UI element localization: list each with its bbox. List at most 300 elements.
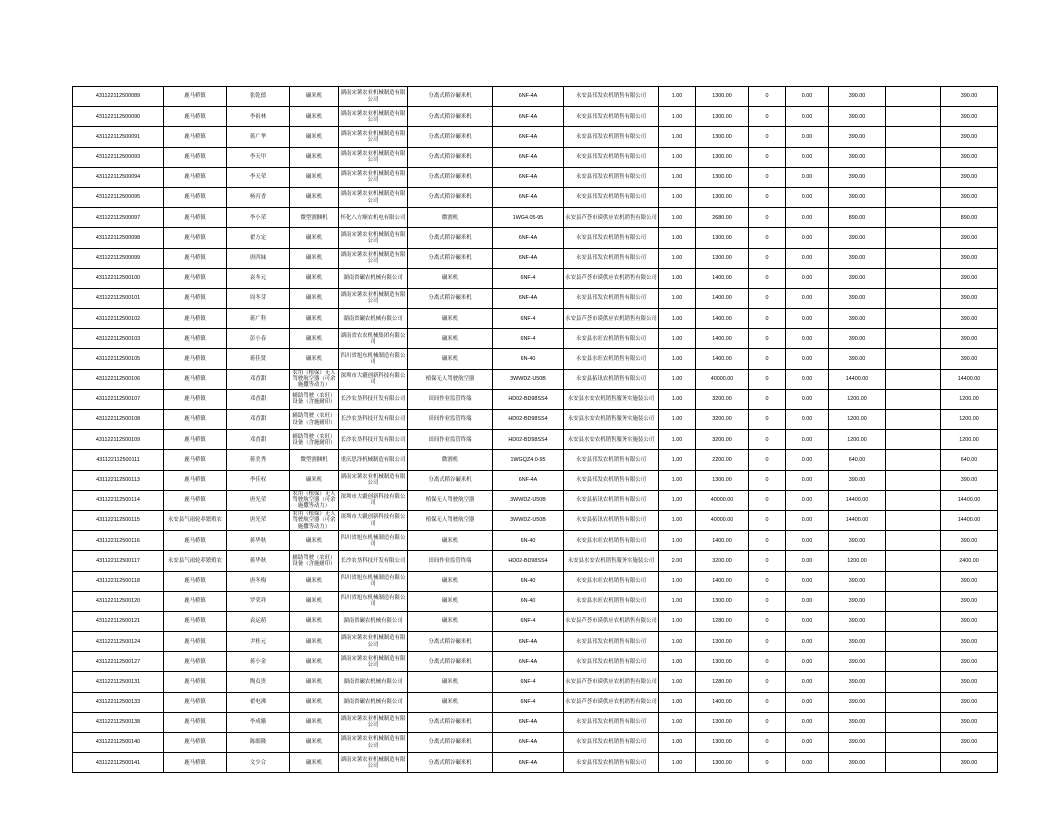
cell-name: 蒋小金	[227, 652, 290, 672]
cell-total-subsidy: 1200.00	[941, 410, 998, 430]
cell-town: 鹿马桥镇	[164, 672, 227, 692]
table-row	[73, 389, 998, 409]
cell-manufacturer: 深圳市大疆创新科技有限公司	[339, 369, 408, 389]
cell-manufacturer: 长沙农垦科技开发有限公司	[339, 430, 408, 450]
cell-name: 文少合	[227, 753, 290, 773]
table-row	[73, 208, 998, 228]
cell-quantity: 1.00	[659, 369, 696, 389]
cell-manufacturer: 湖南省碾农机械有限公司	[339, 692, 408, 712]
cell-model: HD02-BD98SS4	[493, 551, 564, 571]
cell-dealer: 永安县邗发农机销售有限公司	[564, 652, 659, 672]
cell-category: 碾米机	[290, 228, 339, 248]
cell-province-subsidy	[886, 208, 941, 228]
cell-used: 0	[749, 389, 786, 409]
cell-category: 碾米机	[290, 712, 339, 732]
cell-price: 40000.00	[696, 510, 749, 530]
cell-other: 0.00	[786, 450, 829, 470]
cell-id: 431122112500101	[73, 288, 164, 308]
table-row	[73, 733, 998, 753]
cell-central-subsidy: 390.00	[829, 753, 886, 773]
cell-category: 碾米机	[290, 127, 339, 147]
cell-manufacturer: 深圳市大疆创新科技有限公司	[339, 490, 408, 510]
cell-used: 0	[749, 733, 786, 753]
cell-product: 微割机	[408, 450, 493, 470]
cell-model: 6NF-4	[493, 611, 564, 631]
cell-name: 尹桂元	[227, 632, 290, 652]
cell-id: 431122112500100	[73, 268, 164, 288]
cell-manufacturer: 湖南省农农机械集团有限公司	[339, 329, 408, 349]
cell-category: 碾米机	[290, 571, 339, 591]
cell-name: 邓香甜	[227, 369, 290, 389]
cell-used: 0	[749, 410, 786, 430]
cell-other: 0.00	[786, 389, 829, 409]
cell-model: 6N-40	[493, 591, 564, 611]
cell-total-subsidy: 390.00	[941, 87, 998, 107]
cell-other: 0.00	[786, 611, 829, 631]
cell-province-subsidy	[886, 470, 941, 490]
cell-id: 431122112500117	[73, 551, 164, 571]
cell-central-subsidy: 14400.00	[829, 369, 886, 389]
cell-category: 碾米机	[290, 167, 339, 187]
cell-used: 0	[749, 470, 786, 490]
cell-product: 分离式稻谷碾米机	[408, 733, 493, 753]
cell-town: 鹿马桥镇	[164, 329, 227, 349]
cell-manufacturer: 湖南宋薯农业机械制造有限公司	[339, 107, 408, 127]
cell-total-subsidy: 390.00	[941, 228, 998, 248]
cell-price: 1400.00	[696, 531, 749, 551]
cell-province-subsidy	[886, 430, 941, 450]
cell-dealer: 永安县邗发农机销售有限公司	[564, 187, 659, 207]
cell-quantity: 1.00	[659, 450, 696, 470]
cell-id: 431122112500090	[73, 107, 164, 127]
cell-model: 6NF-4A	[493, 248, 564, 268]
cell-quantity: 1.00	[659, 430, 696, 450]
cell-other: 0.00	[786, 147, 829, 167]
cell-price: 1300.00	[696, 652, 749, 672]
cell-used: 0	[749, 450, 786, 470]
cell-used: 0	[749, 147, 786, 167]
cell-quantity: 1.00	[659, 288, 696, 308]
cell-product: 分离式稻谷碾米机	[408, 248, 493, 268]
cell-manufacturer: 四川省旭东机械制造有限公司	[339, 591, 408, 611]
cell-province-subsidy	[886, 248, 941, 268]
cell-dealer: 永安县水安农机销售服务实施装公司	[564, 430, 659, 450]
cell-central-subsidy: 390.00	[829, 611, 886, 631]
cell-manufacturer: 湖南省碾农机械有限公司	[339, 611, 408, 631]
cell-name: 李成娥	[227, 712, 290, 732]
cell-manufacturer: 长沙农垦科技开发有限公司	[339, 410, 408, 430]
cell-used: 0	[749, 349, 786, 369]
table-row	[73, 470, 998, 490]
table-row	[73, 672, 998, 692]
cell-province-subsidy	[886, 87, 941, 107]
cell-total-subsidy: 390.00	[941, 712, 998, 732]
cell-province-subsidy	[886, 692, 941, 712]
cell-quantity: 1.00	[659, 329, 696, 349]
cell-name: 唐四妹	[227, 248, 290, 268]
cell-province-subsidy	[886, 652, 941, 672]
cell-quantity: 1.00	[659, 187, 696, 207]
cell-price: 1400.00	[696, 349, 749, 369]
cell-town: 鹿马桥镇	[164, 753, 227, 773]
cell-quantity: 1.00	[659, 107, 696, 127]
cell-town: 鹿马桥镇	[164, 369, 227, 389]
cell-id: 431122112500093	[73, 147, 164, 167]
cell-quantity: 2.00	[659, 551, 696, 571]
cell-quantity: 1.00	[659, 571, 696, 591]
table-row	[73, 349, 998, 369]
cell-quantity: 1.00	[659, 208, 696, 228]
cell-name: 蒋广科	[227, 309, 290, 329]
cell-price: 2200.00	[696, 450, 749, 470]
cell-id: 431122112500120	[73, 591, 164, 611]
cell-id: 431122112500097	[73, 208, 164, 228]
cell-product: 分离式稻谷碾米机	[408, 87, 493, 107]
cell-town: 永安县气雨轮养繁殖农	[164, 510, 227, 530]
cell-manufacturer: 湖南省碾农机械有限公司	[339, 309, 408, 329]
cell-manufacturer: 湖南宋薯农业机械制造有限公司	[339, 147, 408, 167]
cell-central-subsidy: 640.00	[829, 450, 886, 470]
cell-other: 0.00	[786, 470, 829, 490]
cell-central-subsidy: 390.00	[829, 470, 886, 490]
cell-product: 分离式稻谷碾米机	[408, 187, 493, 207]
cell-manufacturer: 湖南宋薯农业机械制造有限公司	[339, 127, 408, 147]
cell-category: 碾米机	[290, 187, 339, 207]
cell-used: 0	[749, 692, 786, 712]
cell-total-subsidy: 390.00	[941, 167, 998, 187]
subsidy-table-container	[72, 86, 984, 773]
cell-quantity: 1.00	[659, 349, 696, 369]
cell-town: 鹿马桥镇	[164, 187, 227, 207]
cell-quantity: 1.00	[659, 733, 696, 753]
cell-central-subsidy: 1200.00	[829, 389, 886, 409]
cell-category: 碾米机	[290, 87, 339, 107]
table-row	[73, 490, 998, 510]
cell-dealer: 永安县邗发农机销售有限公司	[564, 228, 659, 248]
cell-id: 431122112500133	[73, 692, 164, 712]
cell-product: 分离式稻谷碾米机	[408, 288, 493, 308]
cell-price: 1300.00	[696, 228, 749, 248]
cell-total-subsidy: 390.00	[941, 571, 998, 591]
table-row	[73, 410, 998, 430]
cell-province-subsidy	[886, 712, 941, 732]
cell-quantity: 1.00	[659, 490, 696, 510]
cell-product: 分离式稻谷碾米机	[408, 753, 493, 773]
cell-dealer: 永安县邗发农机销售有限公司	[564, 127, 659, 147]
cell-total-subsidy: 390.00	[941, 692, 998, 712]
cell-province-subsidy	[886, 410, 941, 430]
cell-manufacturer: 湖南宋薯农业机械制造有限公司	[339, 187, 408, 207]
cell-dealer: 永安县芦荟市谟供应农机销售有限公司	[564, 309, 659, 329]
cell-price: 1300.00	[696, 127, 749, 147]
cell-name: 唐冬梅	[227, 571, 290, 591]
cell-total-subsidy: 390.00	[941, 349, 998, 369]
cell-price: 3200.00	[696, 430, 749, 450]
cell-name: 袁冬元	[227, 268, 290, 288]
cell-manufacturer: 湖南宋薯农业机械制造有限公司	[339, 632, 408, 652]
cell-model: 1WGQZ4.0-95	[493, 450, 564, 470]
cell-central-subsidy: 390.00	[829, 672, 886, 692]
cell-total-subsidy: 390.00	[941, 753, 998, 773]
cell-other: 0.00	[786, 248, 829, 268]
table-row	[73, 107, 998, 127]
cell-product: 碾米机	[408, 611, 493, 631]
cell-price: 1400.00	[696, 329, 749, 349]
cell-province-subsidy	[886, 127, 941, 147]
cell-dealer: 永安县邗发农机销售有限公司	[564, 107, 659, 127]
table-row	[73, 369, 998, 389]
cell-price: 40000.00	[696, 369, 749, 389]
cell-category: 辅助驾驶（农旺）设备（含施耐印）	[290, 430, 339, 450]
cell-model: 1WG4.05-95	[493, 208, 564, 228]
cell-product: 碾米机	[408, 531, 493, 551]
cell-used: 0	[749, 228, 786, 248]
cell-model: 6N-40	[493, 571, 564, 591]
cell-quantity: 1.00	[659, 248, 696, 268]
cell-used: 0	[749, 167, 786, 187]
cell-name: 杨丙香	[227, 187, 290, 207]
cell-manufacturer: 湖南宋薯农业机械制造有限公司	[339, 248, 408, 268]
cell-total-subsidy: 390.00	[941, 107, 998, 127]
cell-total-subsidy: 390.00	[941, 309, 998, 329]
cell-central-subsidy: 390.00	[829, 692, 886, 712]
cell-manufacturer: 湖南宋薯农业机械制造有限公司	[339, 470, 408, 490]
cell-other: 0.00	[786, 208, 829, 228]
cell-model: 6NF-4A	[493, 228, 564, 248]
cell-dealer: 永安县水旺农机销售有限公司	[564, 571, 659, 591]
cell-product: 分离式稻谷碾米机	[408, 147, 493, 167]
cell-name: 邓香甜	[227, 389, 290, 409]
table-row	[73, 228, 998, 248]
cell-town: 鹿马桥镇	[164, 531, 227, 551]
cell-category: 碾米机	[290, 733, 339, 753]
cell-province-subsidy	[886, 187, 941, 207]
cell-used: 0	[749, 187, 786, 207]
cell-province-subsidy	[886, 369, 941, 389]
cell-dealer: 永安县水旺农机销售有限公司	[564, 531, 659, 551]
cell-category: 辅助驾驶（农旺）设备（含施耐印）	[290, 551, 339, 571]
cell-dealer: 永安县拓讯农机销售有限公司	[564, 490, 659, 510]
cell-central-subsidy: 14400.00	[829, 490, 886, 510]
table-row	[73, 591, 998, 611]
cell-province-subsidy	[886, 551, 941, 571]
cell-dealer: 永安县邗发农机销售有限公司	[564, 147, 659, 167]
cell-price: 1400.00	[696, 268, 749, 288]
cell-quantity: 1.00	[659, 632, 696, 652]
cell-central-subsidy: 390.00	[829, 329, 886, 349]
cell-total-subsidy: 390.00	[941, 187, 998, 207]
cell-price: 1400.00	[696, 309, 749, 329]
cell-dealer: 永安县邗发农机销售有限公司	[564, 470, 659, 490]
cell-category: 碾米机	[290, 329, 339, 349]
cell-price: 1300.00	[696, 167, 749, 187]
cell-used: 0	[749, 329, 786, 349]
cell-id: 431122112500094	[73, 167, 164, 187]
cell-quantity: 1.00	[659, 510, 696, 530]
cell-name: 蒋华秋	[227, 531, 290, 551]
cell-product: 分离式稻谷碾米机	[408, 652, 493, 672]
cell-central-subsidy: 390.00	[829, 632, 886, 652]
cell-manufacturer: 四川省旭东机械制造有限公司	[339, 531, 408, 551]
cell-quantity: 1.00	[659, 127, 696, 147]
table-row	[73, 430, 998, 450]
table-row	[73, 187, 998, 207]
cell-quantity: 1.00	[659, 531, 696, 551]
cell-model: 6NF-4A	[493, 167, 564, 187]
cell-quantity: 1.00	[659, 753, 696, 773]
cell-other: 0.00	[786, 87, 829, 107]
cell-province-subsidy	[886, 329, 941, 349]
table-row	[73, 147, 998, 167]
cell-used: 0	[749, 430, 786, 450]
cell-used: 0	[749, 632, 786, 652]
cell-price: 1400.00	[696, 571, 749, 591]
cell-other: 0.00	[786, 369, 829, 389]
cell-name: 袁运萌	[227, 611, 290, 631]
cell-id: 431122112500118	[73, 571, 164, 591]
cell-name: 李佳权	[227, 470, 290, 490]
cell-id: 431122112500089	[73, 87, 164, 107]
cell-used: 0	[749, 490, 786, 510]
cell-town: 鹿马桥镇	[164, 107, 227, 127]
cell-other: 0.00	[786, 107, 829, 127]
cell-town: 鹿马桥镇	[164, 450, 227, 470]
cell-used: 0	[749, 672, 786, 692]
cell-town: 鹿马桥镇	[164, 430, 227, 450]
cell-product: 植保无人驾驶航空器	[408, 510, 493, 530]
cell-central-subsidy: 390.00	[829, 87, 886, 107]
cell-dealer: 永安县邗发农机销售有限公司	[564, 712, 659, 732]
cell-town: 鹿马桥镇	[164, 147, 227, 167]
cell-id: 431122112500109	[73, 430, 164, 450]
cell-model: 6NF-4A	[493, 712, 564, 732]
cell-price: 1280.00	[696, 672, 749, 692]
cell-category: 碾米机	[290, 611, 339, 631]
cell-central-subsidy: 390.00	[829, 591, 886, 611]
cell-used: 0	[749, 531, 786, 551]
cell-price: 1280.00	[696, 611, 749, 631]
cell-total-subsidy: 1200.00	[941, 430, 998, 450]
cell-dealer: 永安县芦荟市谟供应农机销售有限公司	[564, 692, 659, 712]
cell-name: 张乾德	[227, 87, 290, 107]
cell-used: 0	[749, 712, 786, 732]
cell-total-subsidy: 14400.00	[941, 490, 998, 510]
cell-town: 鹿马桥镇	[164, 268, 227, 288]
cell-id: 431122112500095	[73, 187, 164, 207]
table-row	[73, 450, 998, 470]
cell-town: 鹿马桥镇	[164, 167, 227, 187]
cell-total-subsidy: 390.00	[941, 652, 998, 672]
cell-name: 李天甲	[227, 147, 290, 167]
cell-id: 431122112500108	[73, 410, 164, 430]
cell-id: 431122112500116	[73, 531, 164, 551]
cell-town: 鹿马桥镇	[164, 349, 227, 369]
cell-model: 6NF-4A	[493, 470, 564, 490]
cell-model: 6NF-4	[493, 329, 564, 349]
cell-id: 431122112500124	[73, 632, 164, 652]
cell-central-subsidy: 390.00	[829, 652, 886, 672]
cell-product: 碾米机	[408, 672, 493, 692]
table-row	[73, 632, 998, 652]
cell-manufacturer: 湖南省碾农机械有限公司	[339, 268, 408, 288]
cell-town: 鹿马桥镇	[164, 228, 227, 248]
cell-other: 0.00	[786, 753, 829, 773]
cell-product: 田间作业监管终端	[408, 410, 493, 430]
cell-province-subsidy	[886, 591, 941, 611]
cell-province-subsidy	[886, 349, 941, 369]
cell-quantity: 1.00	[659, 470, 696, 490]
cell-central-subsidy: 1200.00	[829, 410, 886, 430]
cell-product: 分离式稻谷碾米机	[408, 107, 493, 127]
cell-quantity: 1.00	[659, 389, 696, 409]
cell-used: 0	[749, 510, 786, 530]
cell-id: 431122112500127	[73, 652, 164, 672]
cell-dealer: 永安县芦荟市谟供应农机销售有限公司	[564, 611, 659, 631]
cell-price: 1300.00	[696, 147, 749, 167]
cell-central-subsidy: 390.00	[829, 349, 886, 369]
cell-central-subsidy: 390.00	[829, 187, 886, 207]
cell-category: 碾米机	[290, 531, 339, 551]
cell-manufacturer: 四川省旭东机械制造有限公司	[339, 571, 408, 591]
cell-category: 辅助驾驶（农旺）设备（含施耐印）	[290, 389, 339, 409]
cell-dealer: 永安县邗发农机销售有限公司	[564, 87, 659, 107]
cell-id: 431122112500121	[73, 611, 164, 631]
cell-name: 唐光荣	[227, 510, 290, 530]
cell-town: 鹿马桥镇	[164, 490, 227, 510]
cell-model: 6NF-4A	[493, 127, 564, 147]
table-body	[73, 87, 998, 773]
cell-manufacturer: 湖南宋薯农业机械制造有限公司	[339, 733, 408, 753]
cell-name: 蒋华秋	[227, 551, 290, 571]
cell-town: 鹿马桥镇	[164, 470, 227, 490]
cell-manufacturer: 怀化八方顺农机电有限公司	[339, 208, 408, 228]
cell-other: 0.00	[786, 127, 829, 147]
cell-manufacturer: 湖南宋薯农业机械制造有限公司	[339, 712, 408, 732]
cell-town: 鹿马桥镇	[164, 571, 227, 591]
cell-product: 碾米机	[408, 309, 493, 329]
cell-other: 0.00	[786, 652, 829, 672]
cell-dealer: 永安县水旺农机销售有限公司	[564, 329, 659, 349]
cell-used: 0	[749, 652, 786, 672]
cell-manufacturer: 湖南宋薯农业机械制造有限公司	[339, 288, 408, 308]
cell-name: 罗荣祥	[227, 591, 290, 611]
table-row	[73, 288, 998, 308]
cell-dealer: 永安县邗发农机销售有限公司	[564, 450, 659, 470]
cell-central-subsidy: 390.00	[829, 571, 886, 591]
cell-id: 431122112500106	[73, 369, 164, 389]
cell-total-subsidy: 390.00	[941, 147, 998, 167]
table-row	[73, 652, 998, 672]
cell-manufacturer: 湖南宋薯农业机械制造有限公司	[339, 753, 408, 773]
cell-used: 0	[749, 208, 786, 228]
cell-name: 李小荣	[227, 208, 290, 228]
cell-other: 0.00	[786, 329, 829, 349]
cell-product: 微割机	[408, 208, 493, 228]
cell-town: 鹿马桥镇	[164, 591, 227, 611]
cell-central-subsidy: 390.00	[829, 107, 886, 127]
cell-model: 6N-40	[493, 349, 564, 369]
cell-category: 农用（植保）无人驾驶航空器（可余施撒等动力）	[290, 490, 339, 510]
cell-central-subsidy: 1200.00	[829, 551, 886, 571]
cell-category: 碾米机	[290, 288, 339, 308]
cell-category: 碾米机	[290, 349, 339, 369]
cell-id: 431122112500138	[73, 712, 164, 732]
cell-quantity: 1.00	[659, 167, 696, 187]
cell-total-subsidy: 2400.00	[941, 551, 998, 571]
cell-manufacturer: 湖南宋薯农业机械制造有限公司	[339, 167, 408, 187]
cell-quantity: 1.00	[659, 611, 696, 631]
cell-province-subsidy	[886, 107, 941, 127]
